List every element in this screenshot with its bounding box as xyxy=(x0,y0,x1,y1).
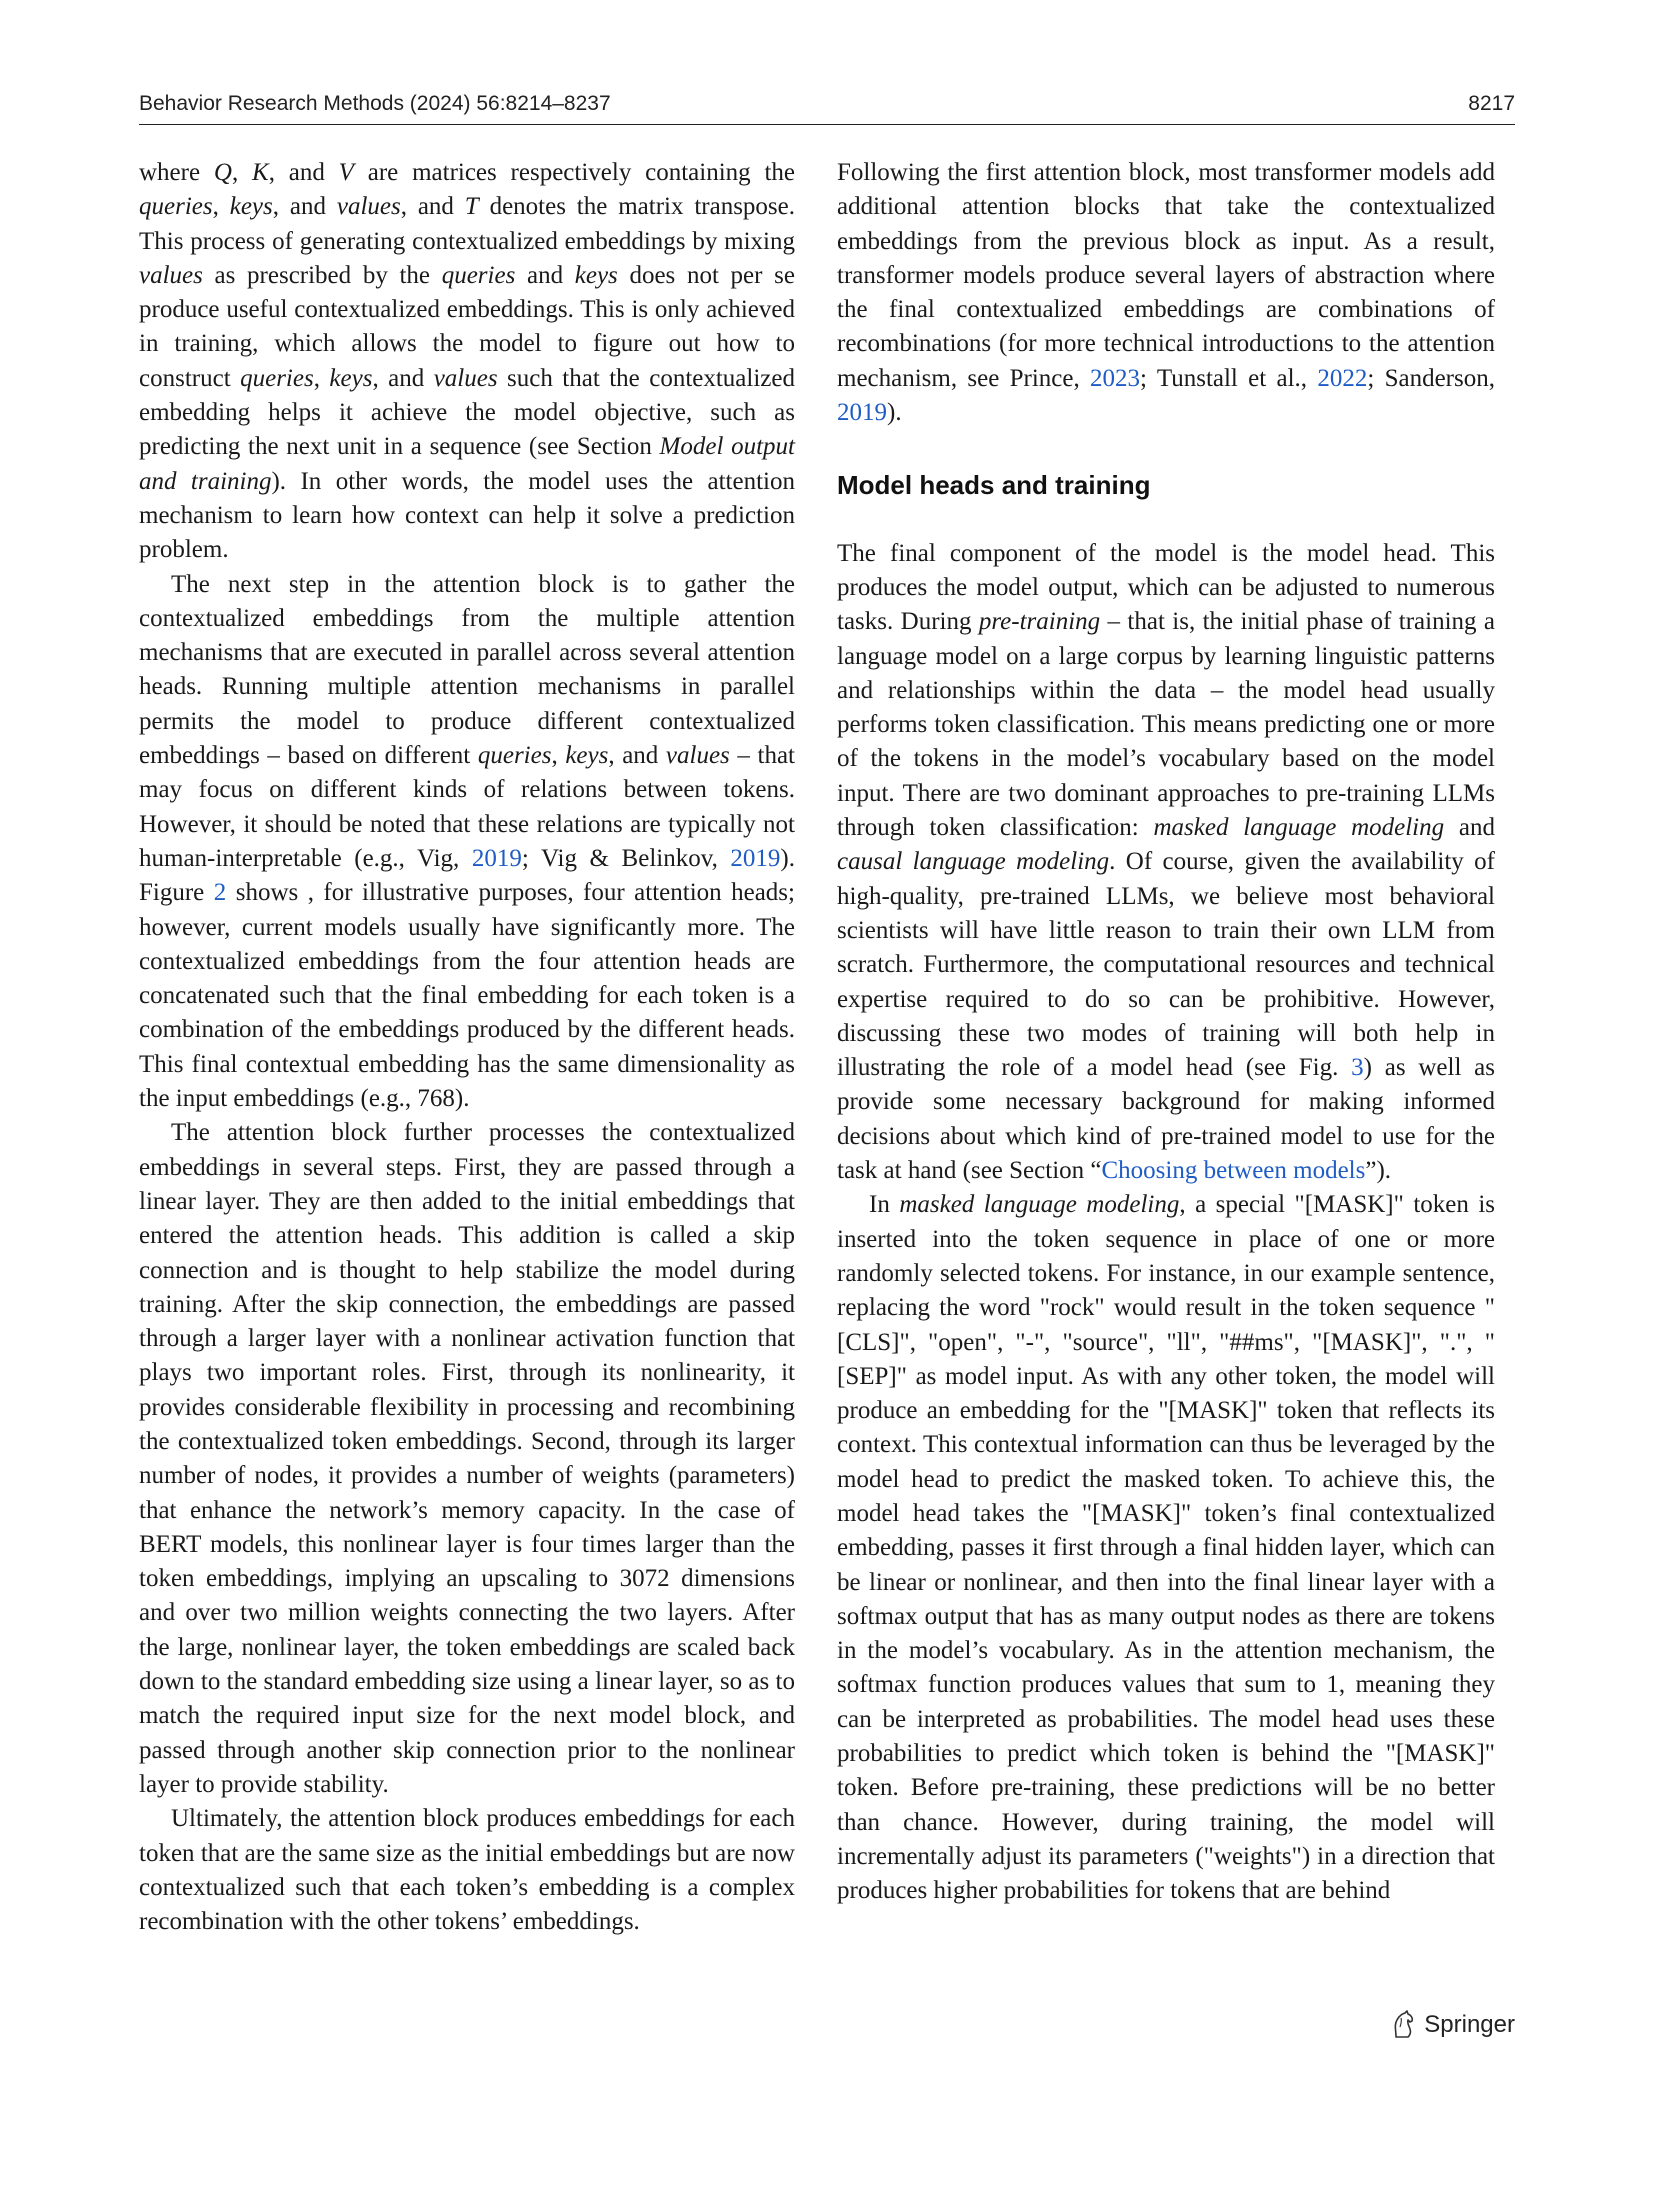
italic-term: queries xyxy=(441,261,516,289)
italic-term: Model output and training xyxy=(139,433,795,495)
italic-term: T xyxy=(464,193,479,221)
citation-link[interactable]: 2 xyxy=(213,879,227,907)
right-column xyxy=(837,156,1495,1909)
citation-link[interactable]: 2019 xyxy=(730,844,781,872)
citation-link[interactable]: 2023 xyxy=(1090,364,1141,392)
italic-term: keys xyxy=(329,364,373,392)
italic-term: values xyxy=(665,742,730,770)
left-column xyxy=(139,156,795,1939)
citation-link[interactable]: 3 xyxy=(1351,1054,1364,1082)
page-number: 8217 xyxy=(1468,92,1515,115)
paragraph: The final component of the model is the model head. This produces the model output, which can be adjusted to numerous tasks. During pre-training – that is, the initial phase of training a language model on a large corpus by learning linguistic patterns and relationships within the data – the model head usually performs token classification. This means predicting one or more of the tokens in the model’s vocabulary based on the model input. There are two dominant approaches to pre-training LLMs through token classification: masked language modeling and causal language modeling. Of course, given the availability of high-quality, pre-trained LLMs, we believe most behavioral scientists will have little reason to train their own LLM from scratch. Furthermore, the computational resources and technical expertise required to do so can be prohibitive. However, discussing these two modes of training will both help in illustrating the role of a model head (see Fig. 3) as well as provide some necessary background for making informed decisions about which kind of pre-trained model to use for the task at hand (see Section “Choosing between models”). xyxy=(837,539,1496,1185)
citation-link[interactable]: 2019 xyxy=(471,844,522,872)
journal-citation: Behavior Research Methods (2024) 56:8214–8237 xyxy=(139,92,611,115)
italic-term: keys xyxy=(574,261,618,289)
italic-term: values xyxy=(336,193,401,221)
italic-term: pre-training xyxy=(978,608,1101,636)
italic-term: values xyxy=(139,261,203,289)
italic-term: Q xyxy=(213,159,232,186)
publisher-name: Springer xyxy=(1424,2011,1515,2038)
citation-link[interactable]: Choosing between models xyxy=(1101,1157,1366,1185)
italic-term: queries xyxy=(240,364,314,392)
paragraph: The next step in the attention block is to gather the contextualized embeddings from the multiple attention mechanisms that are executed in parallel across several attention heads. Running multiple attention mechanisms in parallel permits the model to produce different contextualized embeddings – based on different queries, keys, and values – that may focus on different kinds of relations between tokens. However, it should be noted that these relations are typically not human-interpretable (e.g., Vig, 2019; Vig & Belinkov, 2019). Figure 2 shows , for illustrative purposes, four attention heads; however, current models usually have significantly more. The contextualized embeddings from the four attention heads are concatenated such that the final embedding for each token is a combination of the embeddings produced by the different heads. This final contextual embedding has the same dimensionality as the input embeddings (e.g., 768). xyxy=(139,570,795,1113)
paragraph: Following the first attention block, most transformer models add additional attention blocks that take the contextualized embeddings from the previous block as input. As a result, transformer models produce several layers of abstraction where the final contextualized embeddings are combinations of recombinations (for more technical introductions to the attention mechanism, see Prince, 2023; Tunstall et al., 2022; Sanderson, 2019). xyxy=(837,159,1495,427)
italic-term: causal language modeling xyxy=(837,848,1110,876)
paragraph: where Q, K, and V are matrices respectively containing the queries, keys, and values, and T denotes the matrix transpose. This process of generating contextualized embeddings by mixing values as prescribed by the queries and keys does not per se produce useful contextualized embeddings. This is only achieved in training, which allows the model to figure out how to construct queries, keys, and values such that the contextualized embedding helps it achieve the model objective, such as predicting the next unit in a sequence (see Section Model output and training). In other words, the model uses the attention mechanism to learn how context can help it solve a prediction problem. xyxy=(139,159,796,564)
citation-link[interactable]: 2019 xyxy=(837,399,887,427)
italic-term: queries xyxy=(477,742,552,770)
italic-term: keys xyxy=(565,742,609,770)
citation-link[interactable]: 2022 xyxy=(1317,364,1368,392)
italic-term: masked language modeling xyxy=(899,1191,1180,1219)
publisher-footer xyxy=(1390,2005,1515,2045)
paragraph: The attention block further processes the contextualized embeddings in several steps. First, they are passed through a linear layer. They are then added to the initial embeddings that entered the attention heads. This addition is called a skip connection and is thought to help stabilize the model during training. After the skip connection, the embeddings are passed through a larger layer with a nonlinear activation function that plays two important roles. First, through its nonlinearity, it provides considerable flexibility in processing and recombining the contextualized token embeddings. Second, through its larger number of nodes, it provides a number of weights (parameters) that enhance the network’s memory capacity. In the case of BERT models, this nonlinear layer is four times larger than the token embeddings, implying an upscaling to 3072 dimensions and over two million weights connecting the two layers. After the large, nonlinear layer, the token embeddings are scaled back down to the standard embedding size using a linear layer, so as to match the required input size for the next model block, and passed through another skip connection prior to the nonlinear layer to provide stability. xyxy=(139,1119,795,1798)
paragraph: In masked language modeling, a special "[MASK]" token is inserted into the token sequence in place of one or more randomly selected tokens. For instance, in our example sentence, replacing the word "rock" would result in the token sequence "[CLS]", "open", "-", "source", "ll", "##ms", "[MASK]", ".", "[SEP]" as model input. As with any other token, the model will produce an embedding for the "[MASK]" token that reflects its context. This contextual information can thus be leveraged by the model head to predict the masked token. To achieve this, the model head takes the "[MASK]" token’s final contextualized embedding, passes it first through a final hidden layer, which can be linear or nonlinear, and then into the final linear layer with a softmax output that has as many output nodes as there are tokens in the model’s vocabulary. As in the attention mechanism, the softmax function produces values that sum to 1, meaning they can be interpreted as probabilities. The model head uses these probabilities to predict which token is behind the "[MASK]" token. Before pre-training, these predictions will be no better than chance. However, during training, the model will incrementally adjust its parameters ("weights") in a direction that produces higher probabilities for tokens that are behind xyxy=(837,1191,1496,1905)
running-header xyxy=(139,88,1515,125)
italic-term: values xyxy=(433,364,498,392)
italic-term: masked language modeling xyxy=(1153,814,1445,842)
springer-horse-icon xyxy=(1390,2010,1416,2040)
italic-term: queries xyxy=(139,193,213,221)
paragraph: Ultimately, the attention block produces embeddings for each token that are the same size as the initial embeddings but are now contextualized such that each token’s embedding is a complex recombination with the other tokens’ embeddings. xyxy=(139,1805,795,1936)
italic-term: V xyxy=(338,159,354,186)
italic-term: keys xyxy=(229,193,273,221)
italic-term: K xyxy=(252,159,269,186)
section-heading: Model heads and training xyxy=(837,470,1151,501)
